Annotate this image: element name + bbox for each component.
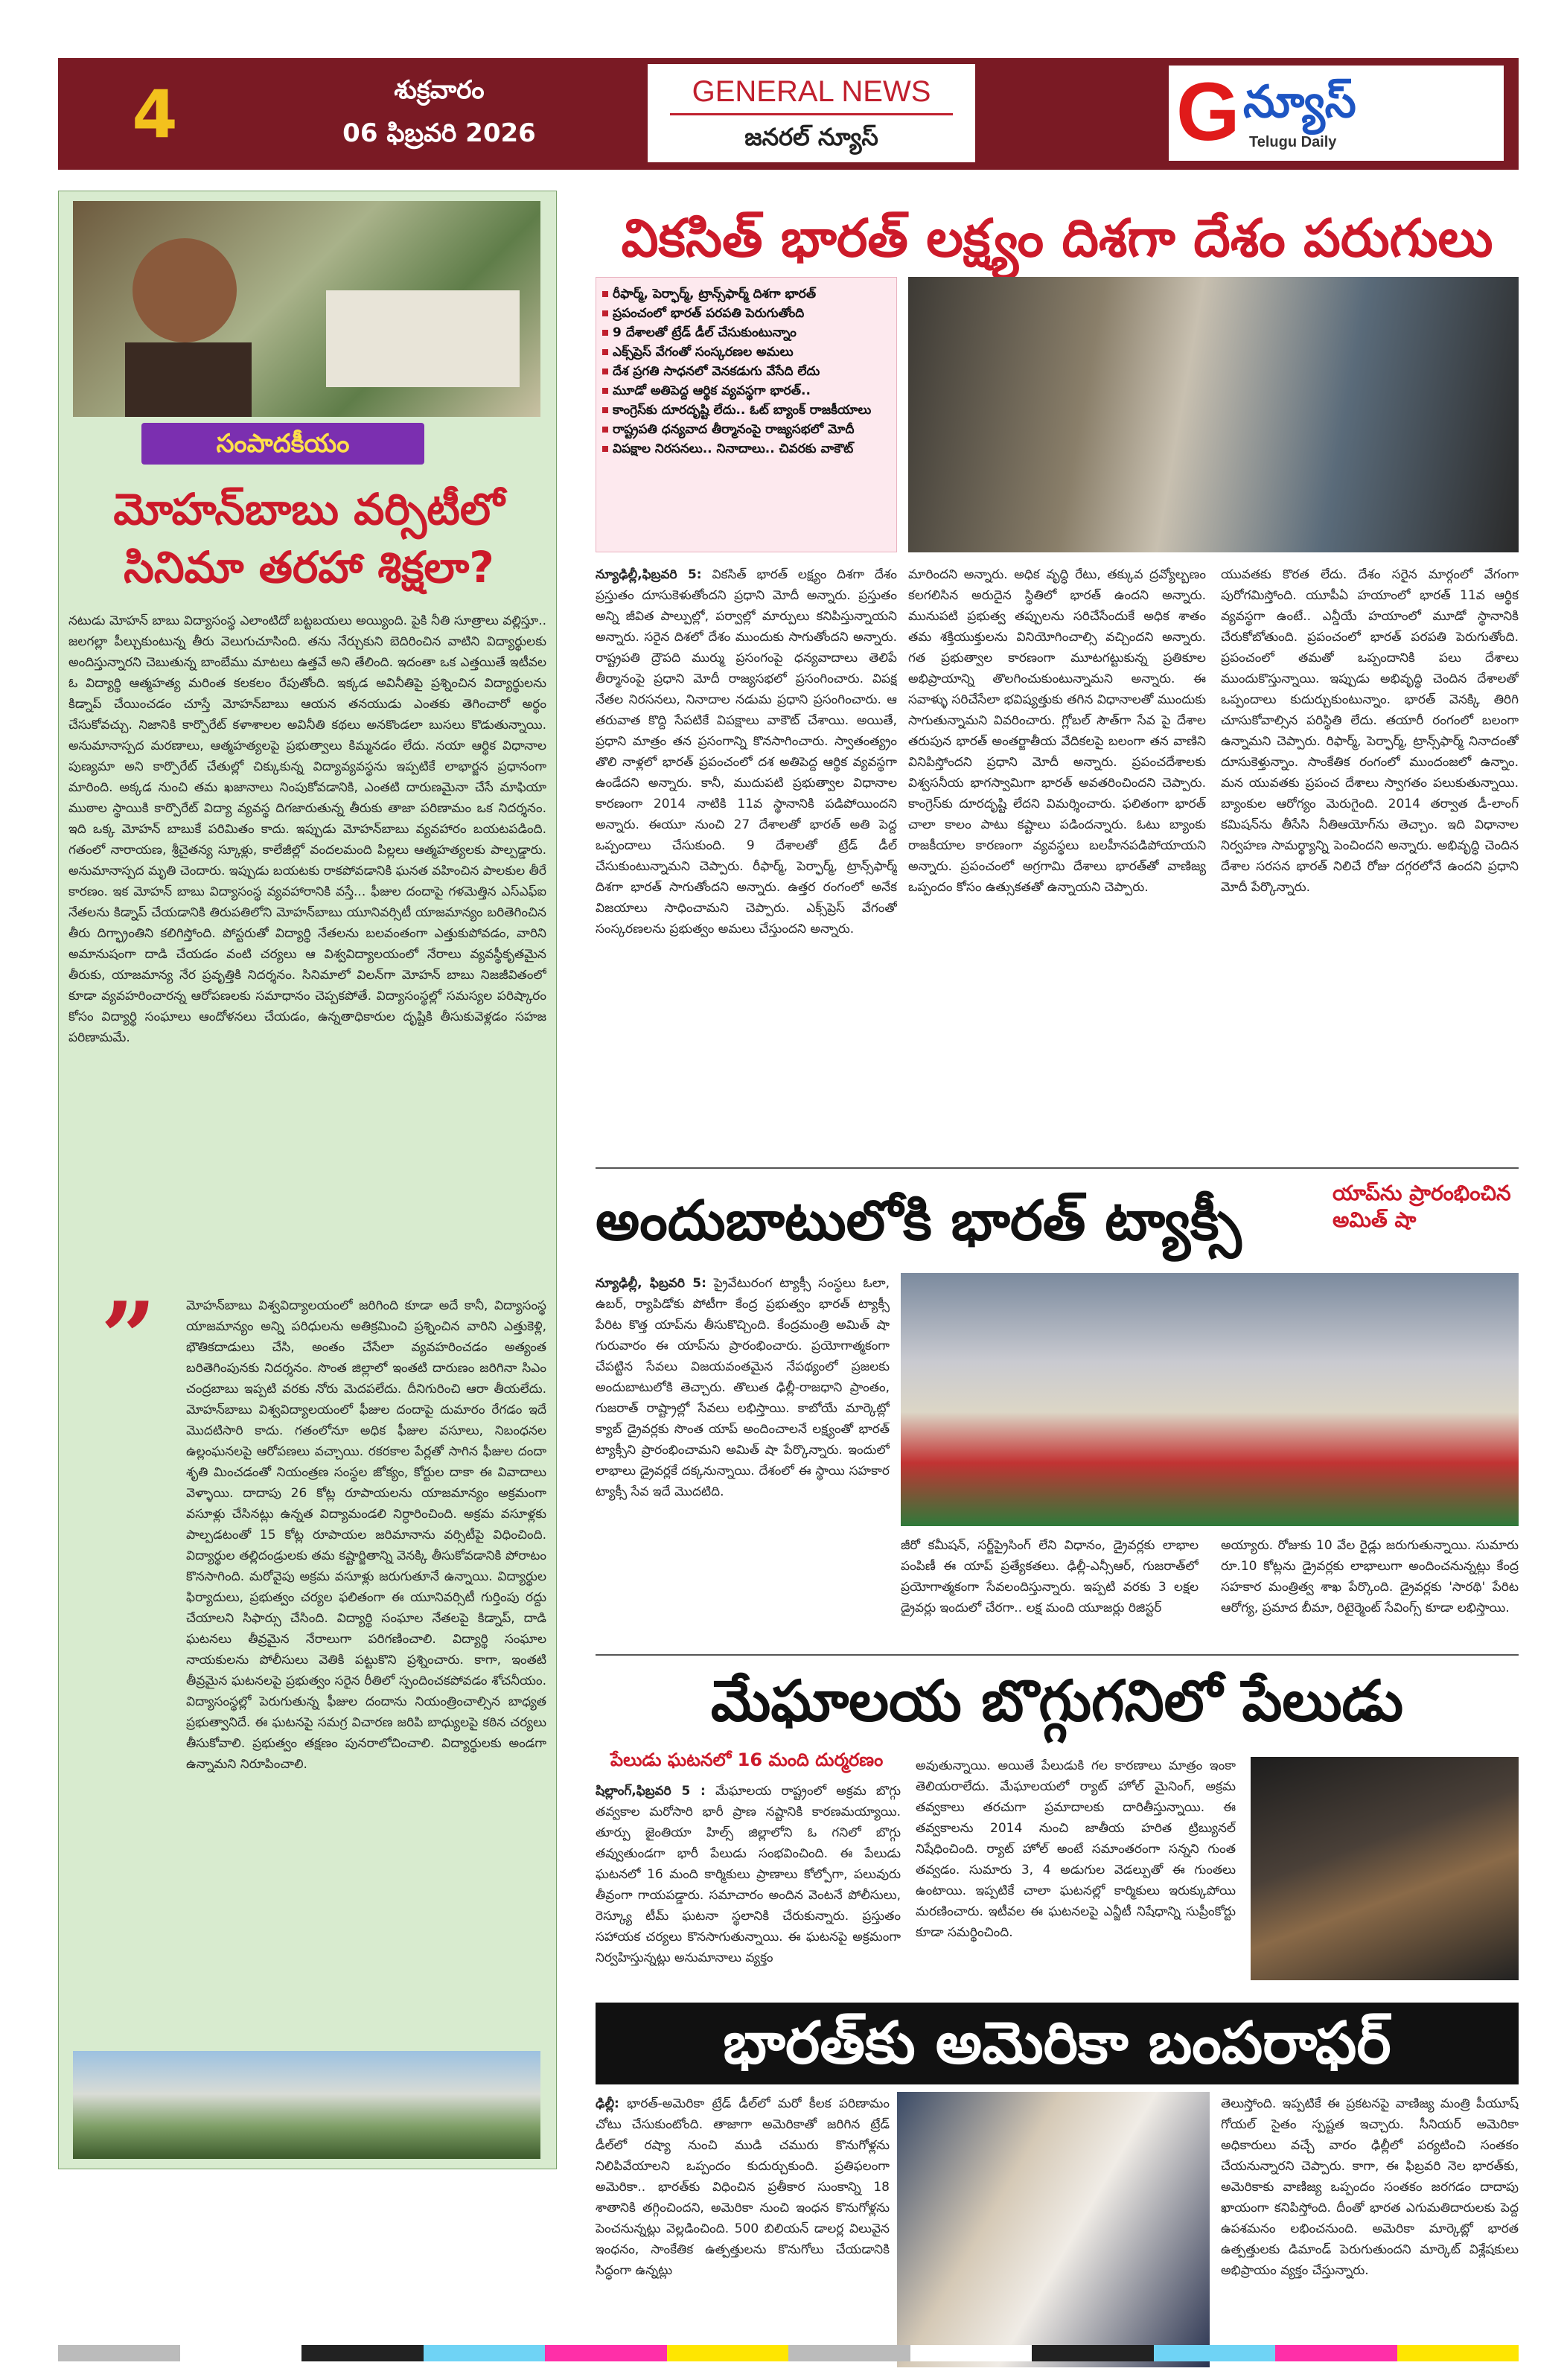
section-divider [670, 113, 953, 115]
story4-col1-text: భారత్-అమెరికా ట్రేడ్ డీల్‌లో మరో కీలక పరిణామం చోటు చేసుకుంటోంది. తాజాగా అమెరికాతో జరిగిన ట్రేడ్ డీల్‌లో రష్యా నుంచి ముడి చమురు కొనుగోళ్లను నిలిపివేయాలని ఒప్పందం కుదుర్చుకుంది. ప్రతిఫలంగా అమెరికా.. భారత్‌కు విధించిన ప్రతీకార సుంకాన్ని 18 శాతానికి తగ్గించిందని, అమెరికా నుంచి ఇంధన కొనుగోళ్లను పెంచనున్నట్లు వెల్లడించింది. 500 బిలియన్ డాలర్ల విలువైన ఇంధనం, సాంకేతిక ఉత్పత్తులను కొనుగోలు చేయడానికి సిద్ధంగా ఉన్నట్లు [596, 2096, 890, 2278]
story2-col3: అయ్యారు. రోజుకు 10 వేల రైడ్లు జరుగుతున్నాయి. సుమారు రూ.10 కోట్లను డ్రైవర్లకు లాభాలుగా అందించనున్నట్లు కేంద్ర సహకార మంత్రిత్వ శాఖ పేర్కొంది. డ్రైవర్లకు 'సారథి' పేరిట ఆరోగ్య, ప్రమాద బీమా, రిటైర్మెంట్ సేవింగ్స్ కూడా లభిస్తాయి. [1221, 1538, 1519, 1615]
color-registration-bar [58, 2345, 1519, 2361]
logo-subtitle: Telugu Daily [1249, 134, 1337, 150]
color-swatch [545, 2345, 667, 2361]
editorial-photo [73, 201, 540, 417]
story-divider [596, 1654, 1519, 1656]
highlight-item: రాష్ట్రపతి ధన్యవాద తీర్మానంపై రాజ్యసభలో మోదీ [602, 422, 890, 437]
story3-dateline: షిల్లాంగ్,ఫిబ్రవరి 5 : [596, 1784, 706, 1799]
editorial-body: నటుడు మోహన్ బాబు విద్యాసంస్థ ఎలాంటిదో బట్టబయలు అయ్యింది. పైకి నీతి సూత్రాలు వల్లిస్తూ.. జలగల్లా పీల్చుకుంటున్న తీరు వెలుగుచూసింది. తను నేర్చుకుని బెదిరించిన వాటిని విద్యార్థులకు అందిస్తున్నారని చెబుతున్న బాంబేము మాటలు ఉత్తవే అని తేలింది. ఇదంతా ఒక ఎత్తయితే ఇటీవల ఓ విద్యార్థి ఆత్మహత్య మరింత కలకలం రేపుతోంది. ఇక్కడ అవినీతిపై ప్రశ్నించిన విద్యార్థులను కిడ్నాప్ చేయించడం చూస్తే మోహన్‌బాబు ఆయన తనయుడు ఎంతకు తెగించారో అర్థం చేసుకోవచ్చు. నిజానికి కార్పొరేట్ కళాశాలల అవినీతి కథలు అనకొండలా బుసలు కొడుతున్నాయి. అనుమానాస్పద మరణాలు, ఆత్మహత్యలపై ప్రభుత్వాలు కిమ్మనడం లేదు. నయా ఆర్థిక విధానాల పుణ్యమా అని కార్పొరేట్ చేతుల్లో చిక్కుకున్న విద్యావ్యవస్థను ఇప్పటికే లాభార్జన ప్రధానంగా మారింది. అక్కడ నుంచి తమ ఖజానాలు నింపుకోవడానికి, ఎంతటి దారుణమైనా చేసే మాఫియా ముఠాల స్థాయికి కార్పొరేట్ విద్యా వ్యవస్థ దిగజారుతున్న తీరుకు తాజా పరిణామం ఒక నిదర్శనం. ఇది ఒక్క మోహన్ బాబుకే పరిమితం కాదు. ఇప్పుడు మోహన్‌బాబు వ్యవహారం బయటపడింది. గతంలో నారాయణ, శ్రీచైతన్య స్కూళ్లు, కాలేజీల్లో వందలమంది పిల్లలు ఆత్మహత్యలకు పాల్పడ్డారు. అనుమానాస్పద మృతి చెందారు. ఇప్పుడు బయటకు రాకపోవడానికి ఘనత వహించిన పాలకుల తీరే కారణం. ఇక మోహన్ బాబు విద్యాసంస్థ వ్యవహారానికి వస్తే... ఫీజుల దందాపై గళమెత్తిన ఎస్ఎఫ్ఐ నేతలను కిడ్నాప్ చేయడానికి తిరుపతిలోని మోహన్‌బాబు యూనివర్సిటీ యాజమాన్యం బరితెగించిన తీరు దిగ్భ్రాంతిని కలిగిస్తోంది. పోస్టరుతో విద్యార్థి నేతలను బలవంతంగా ఎత్తుకుపోవడం, వారిని అమానుషంగా దాడి చేయడం వంటి చర్యలు ఆ విశ్వవిద్యాలయంలో నేరాలు వ్యవస్థీకృతమైన తీరుకు, యాజమాన్య నేర ప్రవృత్తికి నిదర్శనం. సినిమాలో విలన్‌గా మోహన్ బాబు నిజజీవితంలో కూడా వ్యవహరించారన్న ఆరోపణలకు సమాధానం చెప్పకపోతే. విద్యాసంస్థల్లో సమస్యల పరిష్కారం కోసం విద్యార్థి సంఘాలు ఆందోళనలు చేయడం, ఉన్నతాధికారుల దృష్టికి తీసుకువెళ్లడం సహజ పరిణామమే. [68, 613, 546, 1045]
story3-col1 [596, 1781, 901, 1982]
issue-date-text: 06 ఫిబ్రవరి 2026 [342, 118, 536, 148]
highlight-item: మూడో అతిపెద్ద ఆర్థిక వ్యవస్థగా భారత్.. [602, 383, 890, 398]
story1-highlights [596, 277, 897, 552]
color-swatch [910, 2345, 1033, 2361]
page-number: 4 [132, 75, 178, 153]
story4-dateline: ఢిల్లీ: [596, 2096, 619, 2111]
story1-col1-text: వికసిత్ భారత్ లక్ష్యం దిశగా దేశం ప్రస్తుతం దూసుకెళుతోందని ప్రధాని మోదీ అన్నారు. ప్రస్తుతం అన్ని జీవిత పాల్పుల్లో, పర్వాల్లో మార్పులు కనిపిస్తున్నాయని అన్నారు. సరైన దిశలో దేశం ముందుకు సాగుతోందని అన్నారు. రాష్ట్రపతి ద్రౌపది ముర్ము ప్రసంగంపై ధన్యవాదాలు తెలిపే తీర్మానంపై ప్రధాని మోదీ రాజ్యసభలో ప్రసంగించారు. విపక్ష నేతల నిరసనలు, నినాదాల నడుమ ప్రధాని ప్రసంగించారు. ఆ తరువాత కొద్ది సేపటికే విపక్షాలు వాకౌట్ చేశాయి. అయితే, ప్రధాని మాత్రం తన ప్రసంగాన్ని కొనసాగించారు. స్వాతంత్య్రం తొలి నాళ్లలో భారత్ ప్రపంచంలో దశ అతిపెద్ద ఆర్థిక వ్యవస్థగా ఉండేదని అన్నారు. కానీ, ముదుపటి ప్రభుత్వాల విధానాల కారణంగా 2014 నాటికి 11వ స్థానానికి పడిపోయిందని అన్నారు. ఈయూ నుంచి 27 దేశాలతో భారత్ అతి పెద్ద ఒప్పందాలు చేసుకుంది. 9 దేశాలతో ట్రేడ్ డీల్ చేసుకుంటున్నామని చెప్పారు. రీఫార్మ్, పెర్ఫార్మ్, ట్రాన్స్‌ఫార్మ్ దిశగా భారత్ సాగుతోందని అన్నారు. ఉత్తర రంగంలో అనేక విజయాలు సాధించామని చెప్పారు. ఎక్స్‌ప్రెస్ వేగంతో సంస్కరణలను ప్రభుత్వం అమలు చేస్తుందని అన్నారు. [596, 567, 897, 937]
logo-letter: G [1176, 66, 1240, 158]
section-telugu: జనరల్ న్యూస్ [744, 123, 878, 151]
story1-col3: యువతకు కొరత లేదు. దేశం సరైన మార్గంలో వేగంగా పురోగమిస్తోంది. యూపీఏ హయాంలో భారత్ 11వ ఆర్థిక వ్యవస్థగా ఉంటే.. ఎన్డీయే హయాంలో మూడో స్థానానికి చేరుకోబోతుంది. ప్రపంచంలో భారత్ పరపతి పెరుగుతోంది. ప్రపంచంలో తమతో ఒప్పందానికి పలు దేశాలు ముందుకొస్తున్నాయి. ఇప్పుడు అభివృద్ధి చెందిన దేశాలతో ఒప్పందాలు కుదుర్చుకుంటున్నాం. భారత్ వెనక్కి తిరిగి చూసుకోవాల్సిన పరిస్థితి లేదు. తయారీ రంగంలో బలంగా ఉన్నామని చెప్పారు. రిఫార్మ్, పెర్ఫార్మ్, ట్రాన్స్‌ఫార్మ్ నినాదంతో దూసుకెళ్తున్నాం. సాంకేతిక రంగంలో ముందంజలో ఉన్నాం. మన యువతకు ప్రపంచ దేశాలు స్వాగతం పలుకుతున్నాయి. బ్యాంకుల ఆరోగ్యం మెరుగైంది. 2014 తర్వాత డీ-లాంగ్ కమిషన్‌ను తీసేసి నీతిఆయోగ్‌ను తెచ్చాం. ఇది విధానాల నిర్వహణ సామర్థ్యాన్ని పెంచిందని అన్నారు. అభివృద్ధి చెందిన దేశాల సరసన భారత్ నిలిచే రోజు దగ్గరలోనే ఉందని ప్రధాని మోదీ పేర్కొన్నారు. [1221, 567, 1519, 895]
story2-photo [901, 1273, 1519, 1526]
story1-photo [908, 277, 1519, 552]
quote-mark: ” [100, 1280, 156, 1394]
color-swatch [667, 2345, 789, 2361]
color-swatch [788, 2345, 910, 2361]
color-swatch [1275, 2345, 1397, 2361]
highlight-item: ప్రపంచంలో భారత్ పరపతి పెరుగుతోంది [602, 306, 890, 321]
color-swatch [424, 2345, 546, 2361]
logo-text: న్యూస్ [1243, 76, 1356, 128]
highlight-item: విపక్షాల నిరసనలు.. నినాదాలు.. చివరకు వాకౌట్ [602, 441, 890, 456]
editorial-body-continued: మోహన్‌బాబు విశ్వవిద్యాలయంలో జరిగింది కూడా అదే కానీ, విద్యాసంస్థ యాజమాన్యం అన్ని పరిధులను అతిక్రమించి ప్రశ్నించిన వారిని ఎత్తుకెళ్లి, భౌతికదాడులు చేసి, అంతం చేసేలా వ్యవహరించడం అత్యంత బరితెగింపునకు నిదర్శనం. సొంత జిల్లాలో ఇంతటి దారుణం జరిగినా సిఎం చంద్రబాబు ఇప్పటి వరకు నోరు మెదపలేదు. దీనిగురించి ఆరా తీయలేదు. మోహన్‌బాబు విశ్వవిద్యాలయంలో ఫీజుల దందాపై దుమారం రేగడం ఇదే మొదటిసారి కాదు. గతంలోనూ అధిక ఫీజుల వసూలు, నిబంధనల ఉల్లంఘనలపై ఆరోపణలు వచ్చాయి. రకరకాల పేర్లతో సాగిన ఫీజుల దందా శృతి మించడంతో నియంత్రణ సంస్థల జోక్యం, కోర్టుల దాకా ఈ వివాదాలు వెళ్ళాయి. దాదాపు 26 కోట్ల రూపాయలను యాజమాన్యం అక్రమంగా వసూళ్లు చేసినట్లు ఉన్నత విద్యామండలి నిర్ధారించింది. అక్రమ వసూళ్లకు పాల్పడటంతో 15 కోట్ల రూపాయల జరిమానాను వర్సిటీపై విధించింది. విద్యార్థుల తల్లిదండ్రులకు తమ కష్టార్జితాన్ని వెనక్కి తీసుకోవడానికి పోరాటం కొనసాగింది. మరోవైపు అక్రమ వసూళ్లు జరుగుతూనే ఉన్నాయి. విద్యార్థుల ఫిర్యాదులు, ప్రభుత్వం చర్యల ఫలితంగా ఈ యూనివర్సిటీ గుర్తింపు రద్దు చేయాలని సిఫార్సు చేసింది. విద్యార్థి సంఘాల నేతలపై కిడ్నాప్, దాడి ఘటనలు తీవ్రమైన నేరాలుగా పరిగణించాలి. విద్యార్థి సంఘాల నాయకులను పోలీసులు వెతికి పట్టుకొని ప్రశ్నించారు. కాగా, ఇంతటి తీవ్రమైన ఘటనలపై ప్రభుత్వం సరైన రీతిలో స్పందించకపోవడం శోచనీయం. విద్యాసంస్థల్లో పెరుగుతున్న ఫీజుల దందాను నియంత్రించాల్సిన బాధ్యత ప్రభుత్వానిదే. ఈ ఘటనపై సమగ్ర విచారణ జరిపి బాధ్యులపై కఠిన చర్యలు తీసుకోవాలి. ప్రభుత్వం తక్షణం పునరాలోచించాలి. విద్యార్థులకు అండగా ఉన్నామని నిరూపించాలి. [186, 1298, 546, 1772]
story1-headline: వికసిత్ భారత్ లక్ష్యం దిశగా దేశం పరుగులు [621, 208, 1493, 269]
color-swatch [1032, 2345, 1154, 2361]
color-swatch [1154, 2345, 1276, 2361]
story3-col2: అవుతున్నాయి. అయితే పేలుడుకి గల కారణాలు మాత్రం ఇంకా తెలియరాలేదు. మేఘాలయలో ర్యాట్ హోల్ మైనింగ్, అక్రమ తవ్వకాలు తరచుగా ప్రమాదాలకు దారితీస్తున్నాయి. ఈ తవ్వకాలను 2014 నుంచి జాతీయ హరిత ట్రిబ్యునల్ నిషేధించింది. ర్యాట్ హోల్ అంటే సమాంతరంగా సన్నని గుంత తవ్వడం. సుమారు 3, 4 అడుగుల వెడల్పుతో ఈ గుంతలు ఉంటాయి. ఇప్పటికే చాలా ఘటనల్లో కార్మికులు ఇరుక్కుపోయి మరణించారు. ఇటీవల ఈ ఘటనలపై ఎన్జీటీ నిషేధాన్ని సుప్రీంకోర్టు కూడా సమర్థించింది. [916, 1758, 1236, 1940]
portrait-illustration [73, 201, 540, 417]
story2-headline: అందుబాటులోకి భారత్ ట్యాక్సీ [596, 1189, 1242, 1253]
section-english: GENERAL NEWS [692, 75, 931, 108]
highlight-item: 9 దేశాలతో ట్రేడ్ డీల్ చేసుకుంటున్నాం [602, 325, 890, 340]
campus-photo [73, 2051, 540, 2159]
section-label [648, 64, 975, 162]
story3-headline: మేఘాలయ బొగ్గుగనిలో పేలుడు [710, 1668, 1404, 1734]
color-swatch [1397, 2345, 1519, 2361]
story2-col1 [596, 1273, 890, 1645]
highlight-item: ఎక్స్‌ప్రెస్ వేగంతో సంస్కరణల అమలు [602, 345, 890, 360]
story4-headline: భారత్‌కు అమెరికా బంపరాఫర్ [596, 2003, 1519, 2084]
highlight-item: రీఫార్మ్, పెర్ఫార్మ్, ట్రాన్స్‌ఫార్మ్ దిశగా భారత్ [602, 287, 890, 302]
issue-date [298, 68, 581, 158]
story1-col1 [596, 564, 897, 1152]
story1-dateline: న్యూఢిల్లీ,ఫిబ్రవరి 5: [596, 567, 702, 582]
story-divider [596, 1167, 1519, 1169]
editorial-badge: సంపాదకీయం [141, 423, 424, 465]
highlight-item: దేశ ప్రగతి సాధనలో వెనకడుగు వేసేది లేదు [602, 364, 890, 379]
issue-day: శుక్రవారం [394, 75, 485, 105]
color-swatch [301, 2345, 424, 2361]
story3-subhead: పేలుడు ఘటనలో 16 మంది దుర్మరణం [610, 1749, 884, 1770]
color-swatch [180, 2345, 302, 2361]
newspaper-logo [1169, 66, 1504, 161]
story4-col2: తెలుస్తోంది. ఇప్పటికే ఈ ప్రకటనపై వాణిజ్య మంత్రి పీయూష్ గోయల్ సైతం స్పష్టత ఇచ్చారు. సీనియర్ అమెరికా అధికారులు వచ్చే వారం ఢిల్లీలో పర్యటించి సంతకం చేయనున్నారని చెప్పారు. కాగా, ఈ ఫిబ్రవరి నెల భారత్‌కు, అమెరికాకు వాణిజ్య ఒప్పందం సంతకం జరగడం దాదాపు ఖాయంగా కనిపిస్తోంది. దీంతో భారత ఎగుమతిదారులకు పెద్ద ఉపశమనం లభించనుంది. అమెరికా మార్కెట్లో భారత ఉత్పత్తులకు డిమాండ్ పెరుగుతుందని మార్కెట్ విశ్లేషకులు అభిప్రాయం వ్యక్తం చేస్తున్నారు. [1221, 2096, 1519, 2278]
story2-dateline: న్యూఢిల్లీ, ఫిబ్రవరి 5: [596, 1276, 706, 1291]
story2-col2: జీరో కమీషన్, సర్జ్‌ప్రైసింగ్ లేని విధానం, డ్రైవర్లకు లాభాల పంపిణీ ఈ యాప్ ప్రత్యేకతలు. ఢిల్లీ-ఎన్సీఆర్, గుజరాత్‌లో ప్రయోగాత్మకంగా సేవలందిస్తున్నారు. ఇప్పటి వరకు 3 లక్షల డ్రైవర్లు ఇందులో చేరగా.. లక్ష మంది యూజర్లు రిజిస్టర్ [901, 1538, 1199, 1615]
color-swatch [58, 2345, 180, 2361]
highlight-item: కాంగ్రెస్‌కు దూరదృష్టి లేదు.. ఓట్ బ్యాంక్ రాజకీయాలు [602, 403, 890, 418]
story3-col1-text: మేఘాలయ రాష్ట్రంలో అక్రమ బొగ్గు తవ్వకాల మరోసారి భారీ ప్రాణ నష్టానికి కారణమయ్యాయి. తూర్పు జైంతియా హిల్స్ జిల్లాలోని ఓ గనిలో బొగ్గు తవ్వుతుండగా భారీ పేలుడు సంభవించింది. ఈ పేలుడు ఘటనలో 16 మంది కార్మికులు ప్రాణాలు కోల్పోగా, పలువురు తీవ్రంగా గాయపడ్డారు. సమాచారం అందిన వెంటనే పోలీసులు, రెస్క్యూ టీమ్ ఘటనా స్థలానికి చేరుకున్నారు. ప్రస్తుతం సహాయక చర్యలు కొనసాగుతున్నాయి. ఈ ఘటనపై అక్రమంగా నిర్వహిస్తున్నట్లు అనుమానాలు వ్యక్తం [596, 1784, 901, 1965]
story3-photo [1251, 1757, 1519, 1980]
story2-side-note: యాప్‌ను ప్రారంభించిన అమిత్ షా [1333, 1181, 1511, 1232]
story4-col1 [596, 2093, 890, 2339]
story2-col1-text: ప్రైవేటురంగ ట్యాక్సీ సంస్థలు ఓలా, ఉబర్, ర్యాపిడోకు పోటీగా కేంద్ర ప్రభుత్వం భారత్ ట్యాక్సీ పేరిట కొత్త యాప్‌ను తీసుకొచ్చింది. కేంద్రమంత్రి అమిత్ షా గురువారం ఈ యాప్‌ను ప్రారంభించారు. ప్రయోగాత్మకంగా చేపట్టిన సేవలు విజయవంతమైన నేపథ్యంలో ప్రజలకు అందుబాటులోకి తెచ్చారు. తొలుత ఢిల్లీ-రాజధాని ప్రాంతం, గుజరాత్ రాష్ట్రాల్లో సేవలు లభిస్తాయి. కాబోయే మార్కెట్లో క్యాబ్ డ్రైవర్లకు సొంత యాప్‌ అందించాలనే లక్ష్యంతో భారత్ ట్యాక్సీని ప్రారంభించామని అమిత్ షా పేర్కొన్నారు. ఇందులో లాభాలు డ్రైవర్లకే దక్కనున్నాయి. దేశంలో ఈ స్థాయి సహకార ట్యాక్సీ సేవ ఇదే మొదటిది. [596, 1276, 890, 1499]
story4-photo [897, 2092, 1210, 2367]
editorial-title: మోహన్‌బాబు వర్సిటీలో సినిమా తరహా శిక్షలా? [113, 484, 505, 593]
story1-col2: మారిందని అన్నారు. అధిక వృద్ధి రేటు, తక్కువ ద్రవ్యోల్బణం కలగలిసిన అరుదైన స్థితిలో భారత్ ఉందని అన్నారు. మునుపటి ప్రభుత్వ తప్పులను సరిచేసేందుకే అధిక శాతం తమ శక్తియుక్తులను వినియోగించాల్సి వచ్చిందని అన్నారు. గత ప్రభుత్వాల కారణంగా మూటగట్టుకున్న ప్రతికూల అభిప్రాయాన్ని తొలగించుకుంటున్నామని అన్నారు. ఈ సవాళ్ళు సరిచేసేలా భవిష్యత్తుకు తగిన విధానాలతో ముందుకు సాగుతున్నామని వివరించారు. గ్లోబల్ సౌత్‌గా సేవ పై దేశాల తరుపున భారత్ అంతర్జాతీయ వేదికలపై బలంగా తన వాణిని వినిపిస్తోందని ప్రధాని మోదీ అన్నారు. ప్రపంచదేశాలకు విశ్వసనీయ భాగస్వామిగా భారత్ అవతరించిందని చెప్పారు. కాంగ్రెస్‌కు దూరదృష్టి లేదని విమర్శించారు. ఫలితంగా భారత్ చాలా కాలం పాటు కష్టాలు పడిందన్నారు. ఓటు బ్యాంకు రాజకీయాల కారణంగా వ్యవస్థలు బలహీనపడిపోయాయని అన్నారు. ప్రపంచంలో అగ్రగామి దేశాలు భారత్‌తో వాణిజ్య ఒప్పందం కోసం ఉత్సుకతతో ఉన్నాయని చెప్పారు. [908, 567, 1206, 895]
